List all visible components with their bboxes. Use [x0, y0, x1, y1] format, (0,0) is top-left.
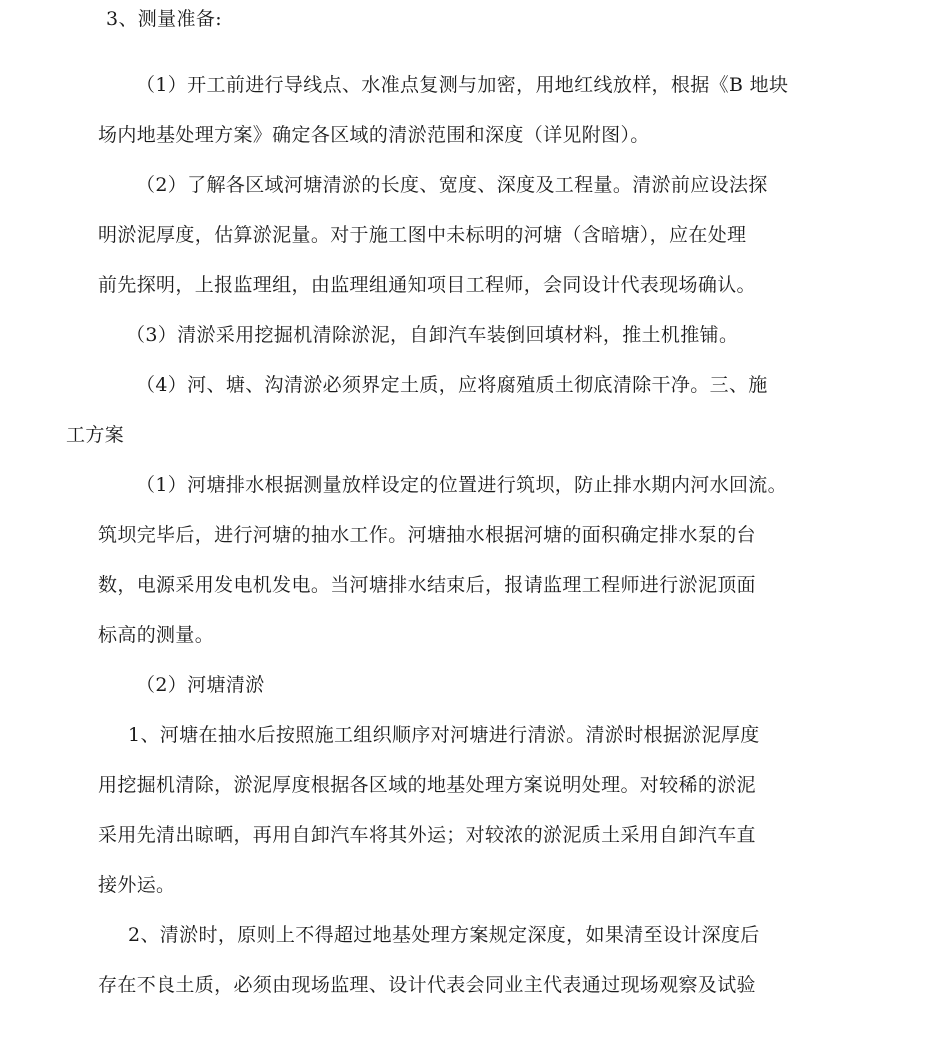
paragraph-line: 2、清淤时，原则上不得超过地基处理方案规定深度，如果清至设计深度后 [128, 924, 760, 946]
paragraph-line: 存在不良土质，必须由现场监理、设计代表会同业主代表通过现场观察及试验 [98, 974, 756, 996]
paragraph-line: 筑坝完毕后，进行河塘的抽水工作。河塘抽水根据河塘的面积确定排水泵的台 [98, 524, 756, 546]
paragraph-line: 场内地基处理方案》确定各区域的清淤范围和深度（详见附图）。 [98, 124, 650, 146]
paragraph-line: （3）清淤采用挖掘机清除淤泥，自卸汽车装倒回填材料，推土机推铺。 [126, 324, 739, 346]
section-heading-construction: 工方案 [66, 424, 125, 446]
paragraph-line: 1、河塘在抽水后按照施工组织顺序对河塘进行清淤。清淤时根据淤泥厚度 [128, 724, 760, 746]
paragraph-line: 标高的测量。 [98, 624, 215, 646]
paragraph-line: 数，电源采用发电机发电。当河塘排水结束后，报请监理工程师进行淤泥顶面 [98, 574, 756, 596]
paragraph-line: （2）了解各区域河塘清淤的长度、宽度、深度及工程量。清淤前应设法探 [136, 174, 768, 196]
paragraph-line: （4）河、塘、沟清淤必须界定土质，应将腐殖质土彻底清除干净。三、施 [136, 374, 768, 396]
paragraph-line: （1）河塘排水根据测量放样设定的位置进行筑坝，防止排水期内河水回流。 [136, 474, 787, 496]
section-heading-measurement: 3、测量准备: [106, 8, 222, 30]
paragraph-line: 前先探明，上报监理组，由监理组通知项目工程师，会同设计代表现场确认。 [98, 274, 756, 296]
paragraph-line: 采用先清出晾晒，再用自卸汽车将其外运；对较浓的淤泥质土采用自卸汽车直 [98, 824, 756, 846]
paragraph-line: 明淤泥厚度，估算淤泥量。对于施工图中未标明的河塘（含暗塘），应在处理 [98, 224, 747, 246]
paragraph-line: 用挖掘机清除，淤泥厚度根据各区域的地基处理方案说明处理。对较稀的淤泥 [98, 774, 756, 796]
paragraph-line: 接外运。 [98, 874, 176, 896]
paragraph-line: （1）开工前进行导线点、水准点复测与加密，用地红线放样，根据《B 地块 [136, 74, 789, 96]
subheading-dredging: （2）河塘清淤 [136, 674, 265, 696]
